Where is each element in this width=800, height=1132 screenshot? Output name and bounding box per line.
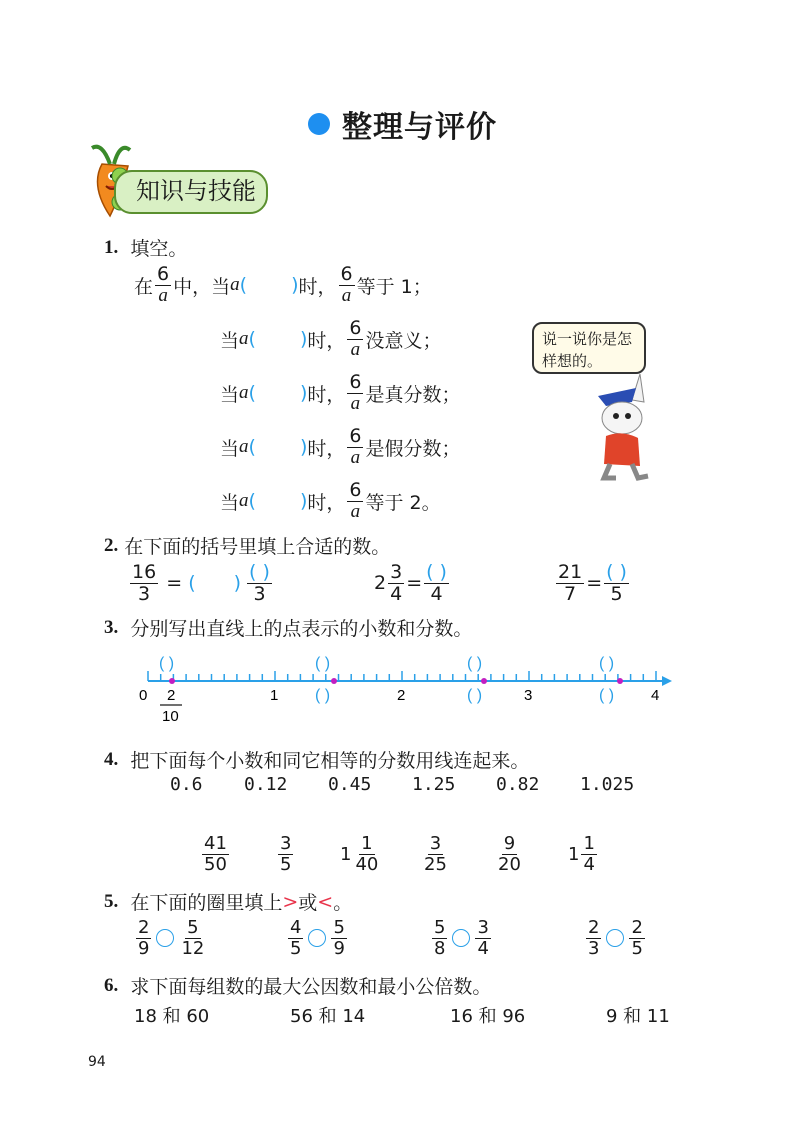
q6-heading: 6. 求下面每组数的最大公因数和最小公倍数。 — [104, 974, 492, 998]
number-line-point — [481, 678, 487, 684]
number-line-tick-label: 4 — [651, 687, 660, 704]
answer-blank[interactable]: ( ) — [249, 561, 270, 583]
number-line-blank-top: ( ) — [467, 655, 483, 672]
fraction-item[interactable]: 1 $\frac{1}{4}$ — [568, 833, 595, 875]
compare-circle[interactable] — [606, 929, 624, 947]
number-line-tick-label: 2 — [397, 687, 406, 704]
number-line-point — [169, 678, 175, 684]
answer-blank[interactable]: ( ) — [426, 561, 447, 583]
number-line-blank-bottom: ( ) — [315, 687, 331, 704]
compare-pair: $\frac{4}{5}$ $\frac{5}{9}$ — [290, 917, 345, 959]
number-line-tick-label: 1 — [270, 687, 279, 704]
q5-heading: 5. 在下面的圈里填上 > 或 < 。 — [104, 890, 353, 914]
number-line-tick-label: 3 — [524, 687, 533, 704]
number-group: 56 和 14 — [290, 1006, 366, 1027]
page-number: 94 — [88, 1054, 106, 1070]
q2-item-2: 2 $\frac{3}{4}$ = $\frac{( )}{4}$ — [374, 561, 447, 605]
fraction-item[interactable]: $\frac{9}{20}$ — [498, 833, 521, 875]
q2-item-3: $\frac{21}{7}$ = $\frac{( )}{5}$ — [558, 561, 627, 605]
fraction: $\frac{6}{a}$ — [157, 263, 170, 306]
number-line-point — [617, 678, 623, 684]
fraction-item[interactable]: $\frac{3}{25}$ — [424, 833, 447, 875]
compare-circle[interactable] — [308, 929, 326, 947]
decimal-item[interactable]: 1.025 — [580, 774, 635, 795]
q1-line-4: 当 a ( ) 时， $\frac{6}{a}$ 是假分数； — [220, 425, 461, 468]
section-badge: 知识与技能 — [114, 170, 268, 214]
decimal-item[interactable]: 0.6 — [170, 774, 203, 795]
q1-line-3: 当 a ( ) 时， $\frac{6}{a}$ 是真分数； — [220, 371, 461, 414]
fraction-item[interactable]: 1 $\frac{1}{40}$ — [340, 833, 379, 875]
decimal-item[interactable]: 0.82 — [496, 774, 540, 795]
q1-line-1: 在 $\frac{6}{a}$ 中， 当 a ( ) 时， $\frac{6}{a}$ 等于 1； — [134, 263, 432, 306]
compare-pair: $\frac{5}{8}$ $\frac{3}{4}$ — [434, 917, 489, 959]
fraction-item[interactable]: $\frac{41}{50}$ — [204, 833, 227, 875]
example-numerator: 2 — [167, 687, 176, 704]
example-denominator: 10 — [162, 708, 179, 725]
number-line-tick-label: 0 — [139, 687, 148, 704]
decimal-item[interactable]: 0.45 — [328, 774, 372, 795]
q1-line-2: 当 a ( ) 时， $\frac{6}{a}$ 没意义； — [220, 317, 442, 360]
speech-bubble: 说一说你是怎样想的。 — [532, 322, 646, 374]
compare-circle[interactable] — [452, 929, 470, 947]
number-group: 18 和 60 — [134, 1006, 210, 1027]
compare-pair: $\frac{2}{3}$ $\frac{2}{5}$ — [588, 917, 643, 959]
decimal-item[interactable]: 0.12 — [244, 774, 288, 795]
q2-item-1: $\frac{16}{3}$ = ( ) $\frac{( )}{3}$ — [132, 561, 270, 605]
compare-circle[interactable] — [156, 929, 174, 947]
decimal-item[interactable]: 1.25 — [412, 774, 456, 795]
number-line-blank-bottom: ( ) — [467, 687, 483, 704]
fraction: $\frac{6}{a}$ — [340, 263, 353, 306]
number-line-arrow — [662, 676, 672, 686]
q2-heading: 2. 在下面的括号里填上合适的数。 — [104, 534, 391, 558]
rabbit-mascot-icon — [592, 374, 656, 484]
number-line-blank-top: ( ) — [315, 655, 331, 672]
title-bullet-icon — [308, 113, 330, 135]
number-line-blank-top: ( ) — [159, 655, 175, 672]
number-line-blank-top: ( ) — [599, 655, 615, 672]
q4-heading: 4. 把下面每个小数和同它相等的分数用线连起来。 — [104, 748, 530, 772]
q1-heading: 1. 填空。 — [104, 236, 188, 260]
q1-line-5: 当 a ( ) 时， $\frac{6}{a}$ 等于 2。 — [220, 479, 441, 522]
q3-heading: 3. 分别写出直线上的点表示的小数和分数。 — [104, 616, 473, 640]
answer-blank[interactable]: ( ) — [606, 561, 627, 583]
number-group: 16 和 96 — [450, 1006, 526, 1027]
page-title: 整理与评价 — [308, 102, 497, 146]
number-line — [130, 646, 676, 726]
number-line-point — [331, 678, 337, 684]
number-line-blank-bottom: ( ) — [599, 687, 615, 704]
compare-pair: $\frac{2}{9}$ $\frac{5}{12}$ — [138, 917, 205, 959]
fraction-item[interactable]: $\frac{3}{5}$ — [280, 833, 292, 875]
number-group: 9 和 11 — [606, 1006, 670, 1027]
